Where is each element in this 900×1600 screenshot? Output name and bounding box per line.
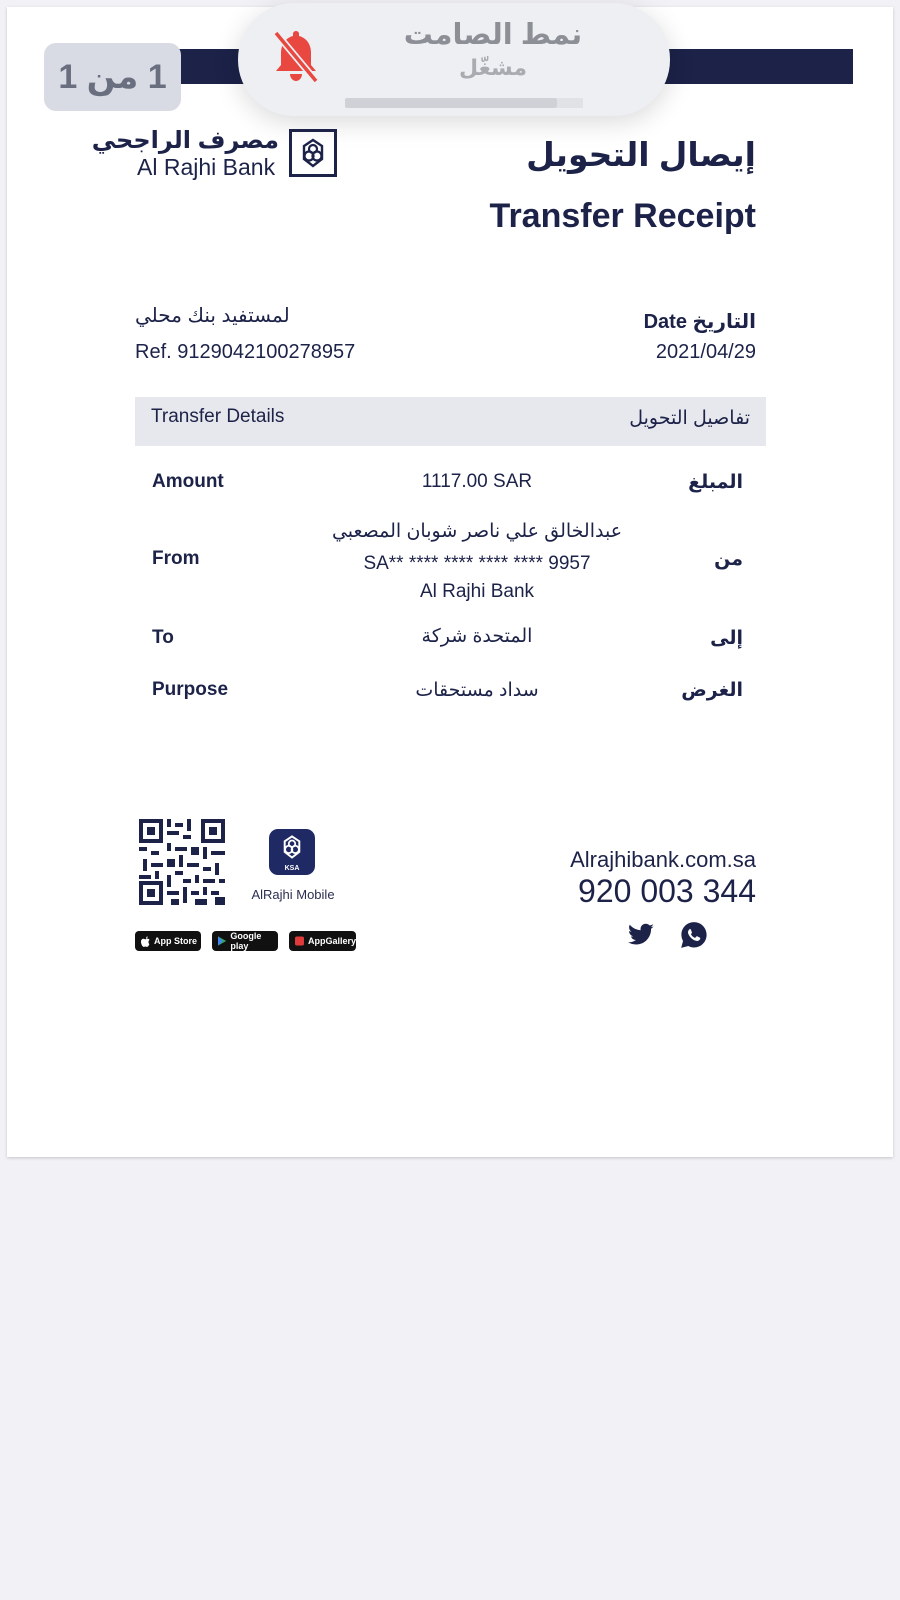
apple-icon (141, 936, 150, 947)
details-header-english: Transfer Details (151, 406, 285, 427)
bank-phone-number[interactable]: 920 003 344 (578, 873, 756, 909)
sender-account: SA** **** **** **** **** 9957 (363, 553, 591, 574)
page-counter: 1 من 1 (44, 43, 181, 111)
amount-label-arabic: المبلغ (688, 472, 743, 493)
transfer-date: 2021/04/29 (655, 341, 756, 363)
alrajhi-mobile-app-icon[interactable] (269, 829, 315, 875)
app-gallery-label: AppGallery (307, 936, 356, 946)
to-label-english: To (152, 627, 174, 648)
date-label-arabic: التاريخ (692, 311, 756, 333)
details-header (135, 397, 766, 446)
bank-website[interactable]: Alrajhibank.com.sa (570, 847, 756, 872)
logo-english-text: Al Rajhi Bank (137, 154, 276, 180)
silent-mode-status: مشغّل (458, 55, 528, 80)
silent-mode-title: نمط الصامت (403, 19, 583, 51)
to-label-arabic: إلى (710, 628, 743, 649)
bell-muted-icon (270, 27, 322, 85)
date-label (644, 309, 756, 334)
silent-mode-toast (238, 3, 670, 116)
purpose-label-english: Purpose (152, 679, 229, 700)
receipt-title-arabic: إيصال التحويل (526, 136, 756, 173)
ksa-badge: KSA (284, 865, 300, 872)
logo-arabic-text: مصرف الراجحي (91, 127, 279, 154)
mobile-app-label: AlRajhi Mobile (251, 887, 335, 902)
sender-bank: Al Rajhi Bank (419, 581, 535, 602)
google-play-label: Google play (230, 931, 262, 951)
toast-progress-bar (345, 98, 557, 108)
google-play-badge[interactable] (212, 931, 278, 951)
from-label-arabic: من (714, 549, 743, 570)
app-gallery-badge[interactable] (289, 931, 356, 951)
sender-name: عبدالخالق علي ناصر شوبان المصعبي (331, 521, 623, 542)
from-label-english: From (152, 548, 200, 569)
toast-progress-track (557, 98, 583, 108)
bank-emblem-icon (289, 129, 337, 177)
qr-code-icon[interactable] (137, 817, 227, 907)
huawei-icon (295, 936, 304, 946)
receipt-page (7, 7, 893, 1157)
purpose-label-arabic: الغرض (681, 680, 743, 701)
app-store-label: App Store (154, 936, 198, 946)
app-store-badge[interactable] (135, 931, 201, 951)
details-header-arabic: تفاصيل التحويل (629, 408, 750, 429)
whatsapp-icon[interactable] (680, 921, 708, 949)
twitter-icon[interactable] (627, 921, 655, 949)
recipient-name: المتحدة شركة (421, 626, 533, 647)
purpose-value: سداد مستحقات (415, 680, 539, 701)
reference-number: Ref. 9129042100278957 (135, 341, 356, 363)
receipt-title-english: Transfer Receipt (489, 197, 756, 235)
amount-label-english: Amount (152, 471, 224, 492)
date-label-english: Date (643, 311, 687, 333)
google-play-icon (218, 936, 226, 946)
amount-value: 1117.00 SAR (421, 471, 533, 492)
bank-logo (91, 127, 337, 185)
beneficiary-type: لمستفيد بنك محلي (135, 305, 290, 327)
